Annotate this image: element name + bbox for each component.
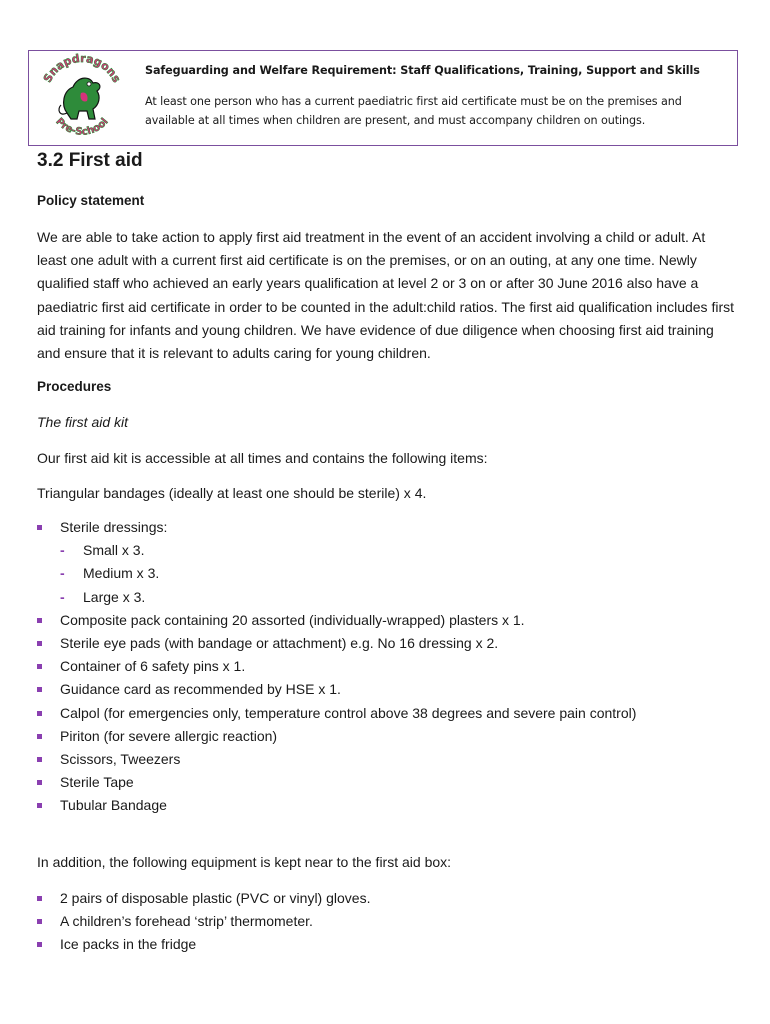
requirement-box [28,50,738,146]
requirement-text: At least one person who has a current paediatric first aid certificate must be on the premises and available at all times when children are present, and must accompany children on outings. [145,95,682,127]
list-item: Container of 6 safety pins x 1. [37,655,636,678]
list-item: Calpol (for emergencies only, temperature control above 38 degrees and severe pain control) [37,702,636,725]
list-item: Sterile dressings: [37,516,636,539]
list-item: - Small x 3. [60,542,145,559]
list-item: Ice packs in the fridge [37,933,370,956]
list-item: Composite pack containing 20 assorted (individually-wrapped) plasters x 1. [37,609,636,632]
list-item: A children’s forehead ‘strip’ thermometer. [37,910,370,933]
svg-text:Snapdragons: Snapdragons [40,53,124,85]
extra-items-list [37,887,370,957]
page-title: 3.2 First aid [37,150,143,171]
svg-text:Pre-School: Pre-School [53,116,111,138]
procedures-heading: Procedures [37,379,112,394]
list-item: Sterile eye pads (with bandage or attachment) e.g. No 16 dressing x 2. [37,632,636,655]
snapdragons-logo [37,53,127,143]
policy-heading: Policy statement [37,193,145,208]
kit-items-list [37,516,636,817]
kit-heading: The first aid kit [37,414,129,430]
requirement-title: Safeguarding and Welfare Requirement: Staff Qualifications, Training, Support and Skills [145,64,700,77]
extra-equipment-intro: In addition, the following equipment is kept near to the first aid box: [37,854,452,870]
dragon-icon [59,78,100,119]
list-item: Sterile Tape [37,771,636,794]
list-item: Guidance card as recommended by HSE x 1. [37,678,636,701]
triangular-bandages: Triangular bandages (ideally at least one should be sterile) x 4. [37,485,427,501]
list-item: Tubular Bandage [37,794,636,817]
list-item: 2 pairs of disposable plastic (PVC or vinyl) gloves. [37,887,370,910]
kit-intro: Our first aid kit is accessible at all times and contains the following items: [37,450,488,466]
policy-text: We are able to take action to apply first aid treatment in the event of an accident involving a child or adult. At least one adult with a current first aid certificate is on the premises, or on an outing, at any one time. Newly qualified staff who achieved an early years qualification at level 2 or 3 on or after 30 June 2016 also have a paediatric first aid certificate in order to be counted in the adult:child ratios. The first aid qualification includes first aid training for infants and young children. We have evidence of due diligence when choosing first aid training and ensure that it is relevant to adults caring for young children. [37,229,734,362]
list-item: Piriton (for severe allergic reaction) [37,725,636,748]
list-item: Scissors, Tweezers [37,748,636,771]
list-item: - Medium x 3. [60,565,160,582]
list-item: - Large x 3. [60,588,146,605]
